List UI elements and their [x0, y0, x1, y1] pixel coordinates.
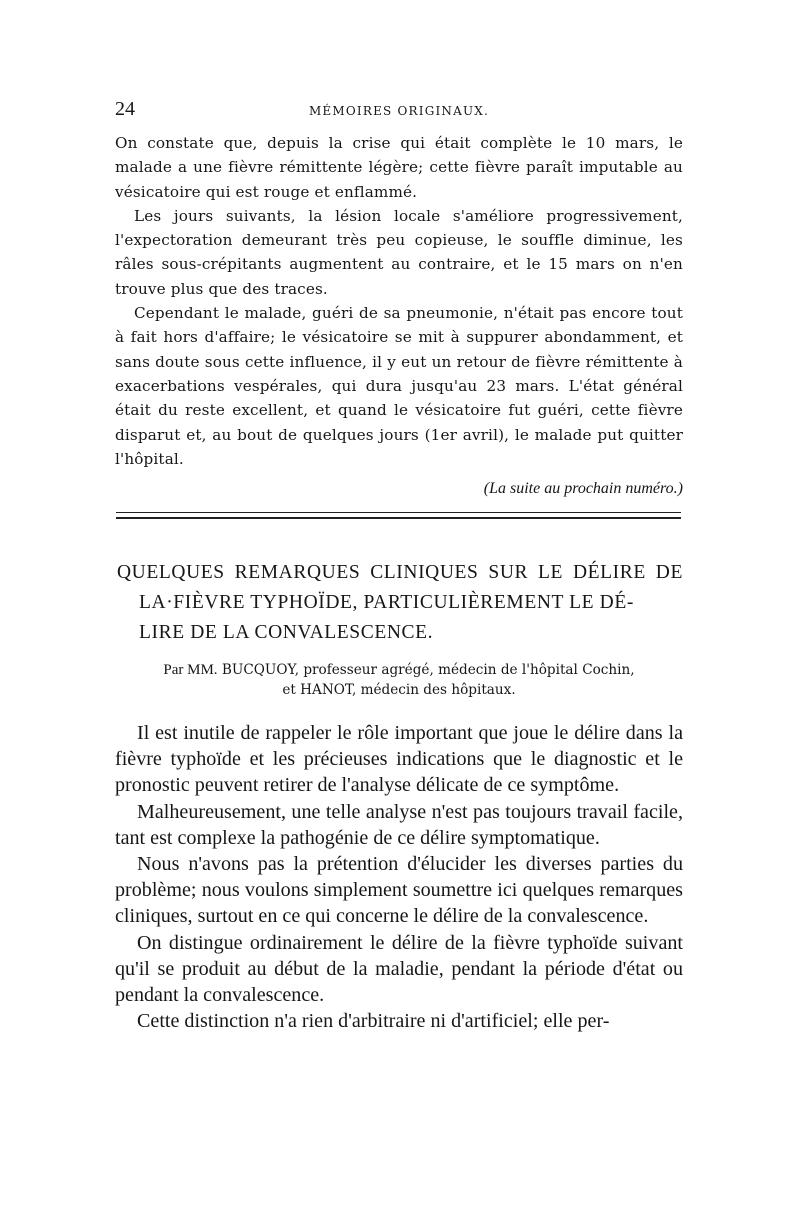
running-head: MÉMOIRES ORIGINAUX. [308, 104, 490, 118]
paragraph: On distingue ordinairement le délire de la fièvre typhoïde suivant qu'il se produit au début de la maladie, pendant la période d'état ou pendant la convalescence. [115, 931, 683, 1007]
page-header [115, 98, 683, 126]
previous-article-text [115, 131, 683, 471]
article-title-line: QUELQUES REMARQUES CLINIQUES SUR LE DÉLIRE DE [117, 562, 683, 583]
paragraph: Cependant le malade, guéri de sa pneumonie, n'était pas encore tout à fait hors d'affaire; le vésicatoire se mit à suppurer abondamment, et sans doute sous cette influence, il y eut un retour de fièvre rémittente à exacerbations vespérales, qui dura jusqu'au 23 mars. L'état général était du reste excellent, et quand le vésicatoire fut guéri, cette fièvre disparut et, au bout de quelques jours (1er avril), le malade put quitter l'hôpital. [115, 304, 683, 468]
paragraph: Nous n'avons pas la prétention d'élucider les diverses parties du problème; nous voulons simplement soumettre ici quelques remarques cliniques, surtout en ce qui concerne le délire de la convalescence. [115, 853, 683, 928]
paragraph: Il est inutile de rappeler le rôle important que joue le délire dans la fièvre typhoïde et les précieuses indications que le diagnostic et le pronostic peuvent retirer de l'analyse délicate de ce symptôme. [115, 722, 683, 797]
section-divider-thin [116, 512, 681, 513]
article-body [115, 720, 683, 1034]
byline [115, 660, 683, 700]
byline-authors: BUCQUOY, professeur agrégé, médecin de l'hôpital Cochin, [221, 662, 635, 678]
article-title [117, 558, 683, 648]
byline-line: et HANOT, médecin des hôpitaux. [282, 682, 516, 698]
section-divider-thick [116, 517, 681, 519]
byline-line [115, 660, 683, 680]
article-title-line: LA·FIÈVRE TYPHOÏDE, PARTICULIÈREMENT LE DÉ- [139, 592, 634, 613]
byline-label: Par MM. [163, 662, 218, 678]
page-number: 24 [115, 98, 135, 120]
paragraph: Cette distinction n'a rien d'arbitraire ni d'artificiel; elle per- [137, 1010, 610, 1033]
paragraph: On constate que, depuis la crise qui était complète le 10 mars, le malade a une fièvre rémittente légère; cette fièvre paraît imputable au vésicatoire qui est rouge et enflammé. [115, 134, 683, 201]
paragraph: Les jours suivants, la lésion locale s'améliore progressivement, l'expectoration demeurant très peu copieuse, le souffle diminue, les râles sous-crépitants augmentent au contraire, et le 15 mars on n'en trouve plus que des traces. [115, 206, 683, 298]
paragraph: Malheureusement, une telle analyse n'est pas toujours travail facile, tant est complexe la pathogénie de ce délire symptomatique. [115, 800, 683, 849]
article-title-line: LIRE DE LA CONVALESCENCE. [139, 622, 434, 643]
continuation-note: (La suite au prochain numéro.) [483, 480, 683, 497]
